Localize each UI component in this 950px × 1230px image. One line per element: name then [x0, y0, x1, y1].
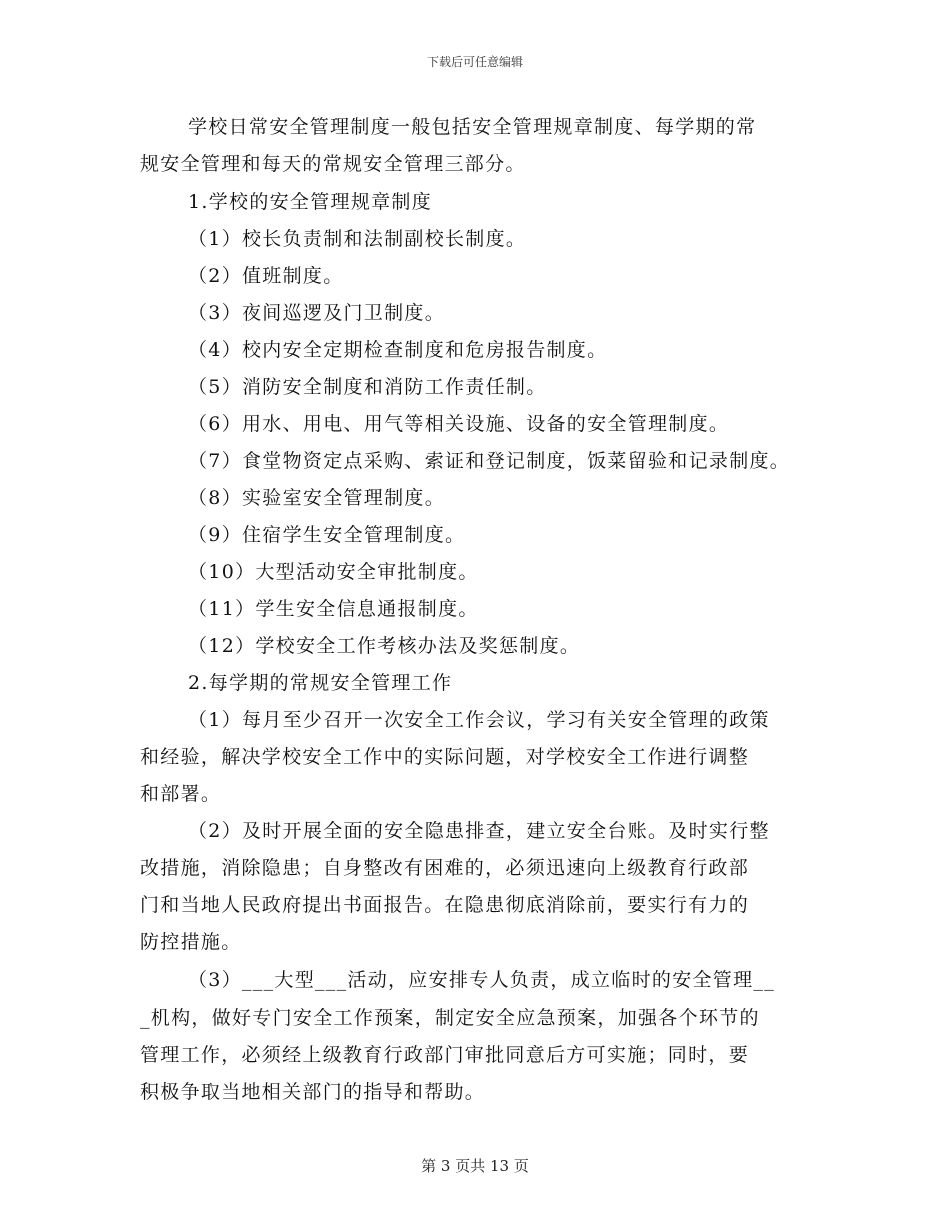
list-item: （12）学校安全工作考核办法及奖惩制度。 [188, 635, 581, 657]
list-item: （9）住宿学生安全管理制度。 [188, 524, 466, 546]
paragraph-line: 积极争取当地相关部门的指导和帮助。 [140, 1081, 486, 1103]
paragraph-line: （1）每月至少召开一次安全工作会议，学习有关安全管理的政策 [188, 709, 770, 731]
paragraph-line: 改措施，消除隐患；自身整改有困难的，必须迅速向上级教育行政部 [140, 857, 750, 879]
paragraph-line: 管理工作，必须经上级教育行政部门审批同意后方可实施；同时，要 [140, 1044, 750, 1066]
list-item: （10）大型活动安全审批制度。 [188, 561, 479, 583]
paragraph-line: 学校日常安全管理制度一般包括安全管理规章制度、每学期的常 [188, 116, 757, 138]
list-item: （3）夜间巡逻及门卫制度。 [188, 302, 445, 324]
list-item: （2）值班制度。 [188, 265, 344, 287]
list-item: （4）校内安全定期检查制度和危房报告制度。 [188, 339, 608, 361]
page-header: 下载后可任意编辑 [426, 55, 523, 69]
list-item: （1）校长负责制和法制副校长制度。 [188, 228, 527, 250]
list-item: （5）消防安全制度和消防工作责任制。 [188, 376, 547, 398]
paragraph-line: 规安全管理和每天的常规安全管理三部分。 [140, 153, 526, 175]
paragraph-line: 门和当地人民政府提出书面报告。在隐患彻底消除前，要实行有力的 [140, 894, 750, 916]
paragraph-line: 防控措施。 [140, 931, 242, 953]
list-item: （7）食堂物资定点采购、索证和登记制度，饭菜留验和记录制度。 [188, 450, 791, 472]
list-item: （8）实验室安全管理制度。 [188, 487, 445, 509]
section-heading: 1.学校的安全管理规章制度 [188, 191, 433, 213]
paragraph-line: 和部署。 [140, 783, 222, 805]
paragraph-line: （2）及时开展全面的安全隐患排查，建立安全台账。及时实行整 [188, 820, 770, 842]
list-item: （11）学生安全信息通报制度。 [188, 598, 479, 620]
list-item: （6）用水、用电、用气等相关设施、设备的安全管理制度。 [188, 413, 730, 435]
page-number-footer: 第 3 页共 13 页 [421, 1157, 529, 1175]
section-heading: 2.每学期的常规安全管理工作 [188, 672, 453, 694]
paragraph-line: _机构，做好专门安全工作预案，制定安全应急预案，加强各个环节的 [140, 1007, 760, 1029]
paragraph-line: （3）___大型___活动，应安排专人负责，成立临时的安全管理__ [188, 969, 775, 991]
paragraph-line: 和经验，解决学校安全工作中的实际问题，对学校安全工作进行调整 [140, 746, 750, 768]
